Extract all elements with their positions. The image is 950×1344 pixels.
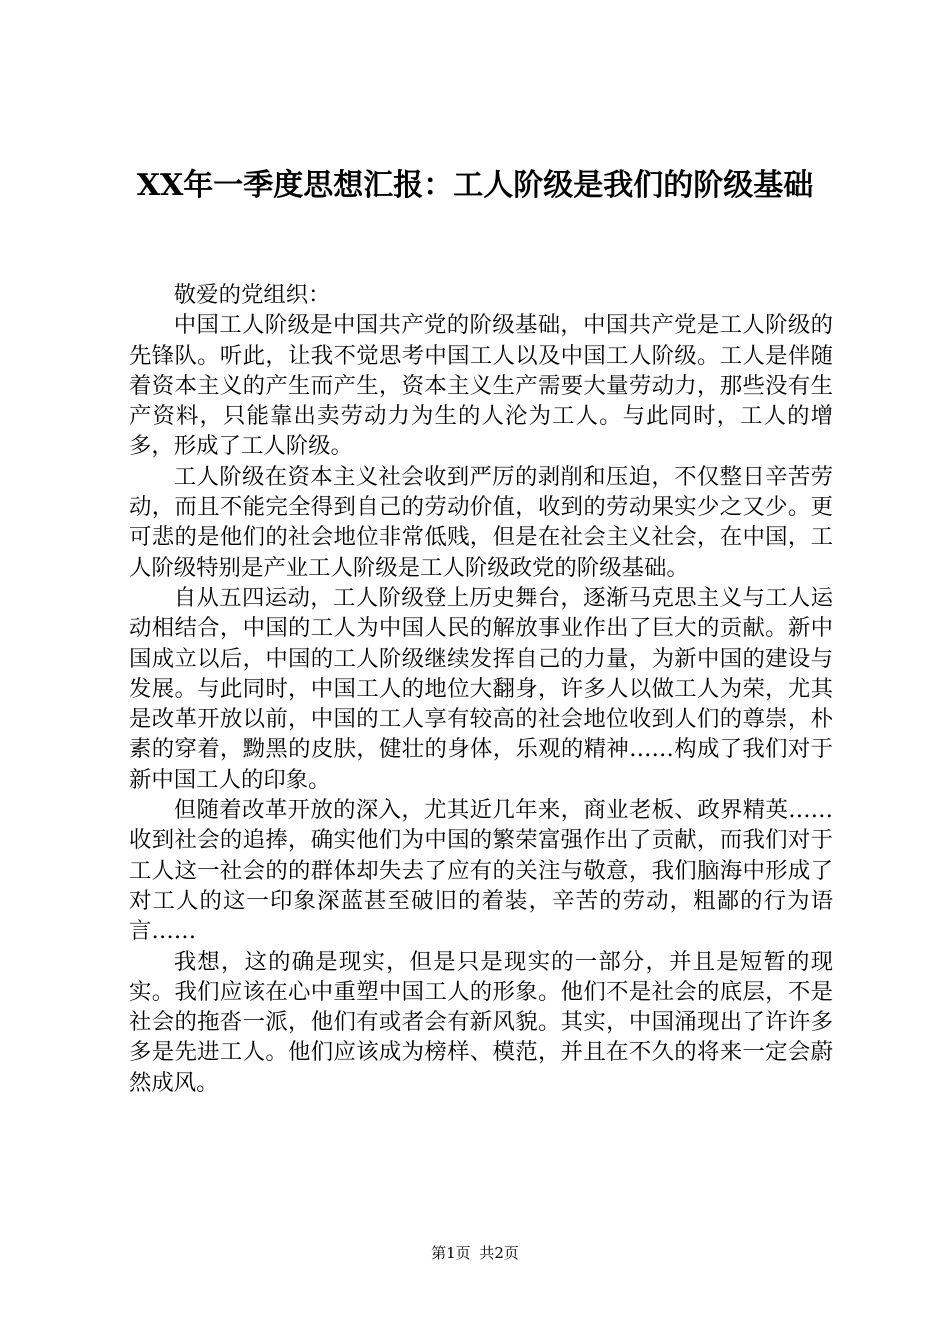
paragraph: 自从五四运动，工人阶级登上历史舞台，逐渐马克思主义与工人运动相结合，中国的工人为中国人民的解放事业作出了巨大的贡献。新中国成立以后，中国的工人阶级继续发挥自己的力量，为新中国的建设与发展。与此同时，中国工人的地位大翻身，许多人以做工人为荣，尤其是改革开放以前，中国的工人享有较高的社会地位收到人们的尊崇，朴素的穿着，黝黑的皮肤，健壮的身体，乐观的精神……构成了我们对于新中国工人的印象。	[129, 584, 833, 793]
paragraph: 我想，这的确是现实，但是只是现实的一部分，并且是短暂的现实。我们应该在心中重塑中国工人的形象。他们不是社会的底层，不是社会的拖沓一派，他们有或者会有新风貌。其实，中国涌现出了许许多多是先进工人。他们应该成为榜样、模范，并且在不久的将来一定会蔚然成风。	[129, 948, 833, 1096]
page-footer	[0, 1242, 950, 1263]
document-title: XX年一季度思想汇报：工人阶级是我们的阶级基础	[136, 168, 814, 203]
page-number: 第1页	[431, 1244, 471, 1262]
greeting: 敬爱的党组织：	[173, 282, 331, 308]
paragraph: 但随着改革开放的深入，尤其近几年来，商业老板、政界精英……收到社会的追捧，确实他们为中国的繁荣富强作出了贡献，而我们对于工人这一社会的的群体却失去了应有的关注与敬意，我们脑海中形成了对工人的这一印象深蓝甚至破旧的着装，辛苦的劳动，粗鄙的行为语言……	[129, 797, 833, 945]
document-body	[129, 280, 833, 1098]
paragraph: 中国工人阶级是中国共产党的阶级基础，中国共产党是工人阶级的先锋队。听此，让我不觉思考中国工人以及中国工人阶级。工人是伴随着资本主义的产生而产生，资本主义生产需要大量劳动力，那些没有生产资料，只能靠出卖劳动力为生的人沦为工人。与此同时，工人的增多，形成了工人阶级。	[129, 312, 833, 460]
paragraph: 工人阶级在资本主义社会收到严厉的剥削和压迫，不仅整日辛苦劳动，而且不能完全得到自己的劳动价值，收到的劳动果实少之又少。更可悲的是他们的社会地位非常低贱，但是在社会主义社会，在中国，工人阶级特别是产业工人阶级是工人阶级政党的阶级基础。	[129, 463, 833, 581]
total-pages: 共2页	[479, 1244, 519, 1262]
